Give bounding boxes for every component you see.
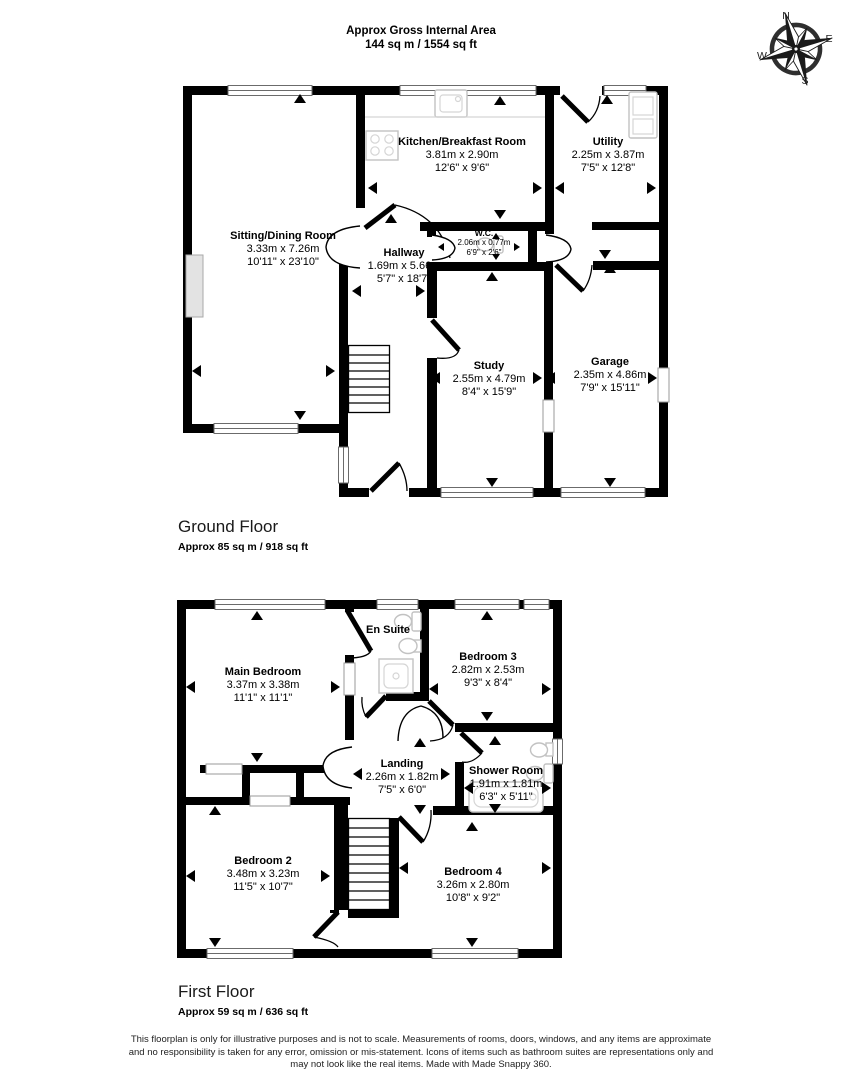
kitchen-sink-icon — [435, 90, 467, 117]
first-stairs — [349, 819, 390, 910]
page-title — [0, 24, 842, 52]
compass-w: W — [757, 50, 767, 62]
title-line1: Approx Gross Internal Area — [346, 25, 496, 37]
ground-floor-caption: Ground Floor Approx 85 sq m / 918 sq ft — [178, 517, 309, 553]
shower-room-sink-icon — [531, 743, 554, 757]
compass-star — [750, 2, 842, 92]
ensuite-shower-icon — [379, 659, 413, 693]
room-label-study: Study 2.55m x 4.79m 8'4" x 15'9" — [452, 360, 526, 398]
room-label-hallway: Hallway 1.69m x 5.66m 5'7" x 18'7" — [367, 247, 441, 285]
compass-e: E — [825, 33, 833, 45]
disclaimer-line2: and no responsibility is taken for any error, omission or mis-statement. Icons of items such as bathroom suites are representations only and — [128, 1046, 714, 1058]
disclaimer-line1: This floorplan is only for illustrative purposes and is not to scale. Measurements of rooms, doors, windows, and any items are approximate — [130, 1034, 712, 1045]
disclaimer — [71, 1034, 771, 1072]
ensuite-sink-icon — [399, 639, 421, 654]
room-label-landing: Landing 2.26m x 1.82m 7'5" x 6'0" — [365, 758, 439, 796]
compass-s: S — [801, 75, 809, 87]
room-label-kitchen: Kitchen/Breakfast Room 3.81m x 2.90m 12'6" x 9'6" — [398, 136, 526, 174]
room-label-shower-room: Shower Room 1.91m x 1.81m 6'3" x 5'11" — [469, 765, 543, 803]
compass-n: N — [782, 10, 790, 22]
room-label-bedroom-3: Bedroom 3 2.82m x 2.53m 9'3" x 8'4" — [451, 651, 525, 689]
ground-stairs — [349, 346, 390, 413]
utility-sink-icon — [629, 92, 657, 138]
first-floor-caption: First Floor Approx 59 sq m / 636 sq ft — [178, 982, 309, 1018]
disclaimer-line3: may not look like the real items. Made with Made Snappy 360. — [290, 1059, 552, 1070]
title-line2: 144 sq m / 1554 sq ft — [365, 39, 477, 51]
chimney-breast — [186, 255, 203, 317]
room-label-main-bedroom: Main Bedroom 3.37m x 3.38m 11'1" x 11'1" — [224, 666, 302, 704]
room-label-sitting-dining: Sitting/Dining Room 3.33m x 7.26m 10'11" x 23'10" — [230, 230, 336, 268]
compass-rose-icon — [750, 2, 842, 92]
room-label-bedroom-4: Bedroom 4 3.26m x 2.80m 10'8" x 9'2" — [436, 866, 510, 904]
room-label-bedroom-2: Bedroom 2 3.48m x 3.23m 11'5" x 10'7" — [226, 855, 300, 893]
room-label-garage: Garage 2.35m x 4.86m 7'9" x 15'11" — [573, 356, 647, 394]
room-label-en-suite: En Suite — [365, 624, 411, 636]
hob-icon — [366, 131, 398, 160]
room-label-wc: W.C. 2.06m x 0.77m 6'9" x 2'6" — [457, 228, 511, 257]
room-label-utility: Utility 2.25m x 3.87m 7'5" x 12'8" — [571, 136, 645, 174]
